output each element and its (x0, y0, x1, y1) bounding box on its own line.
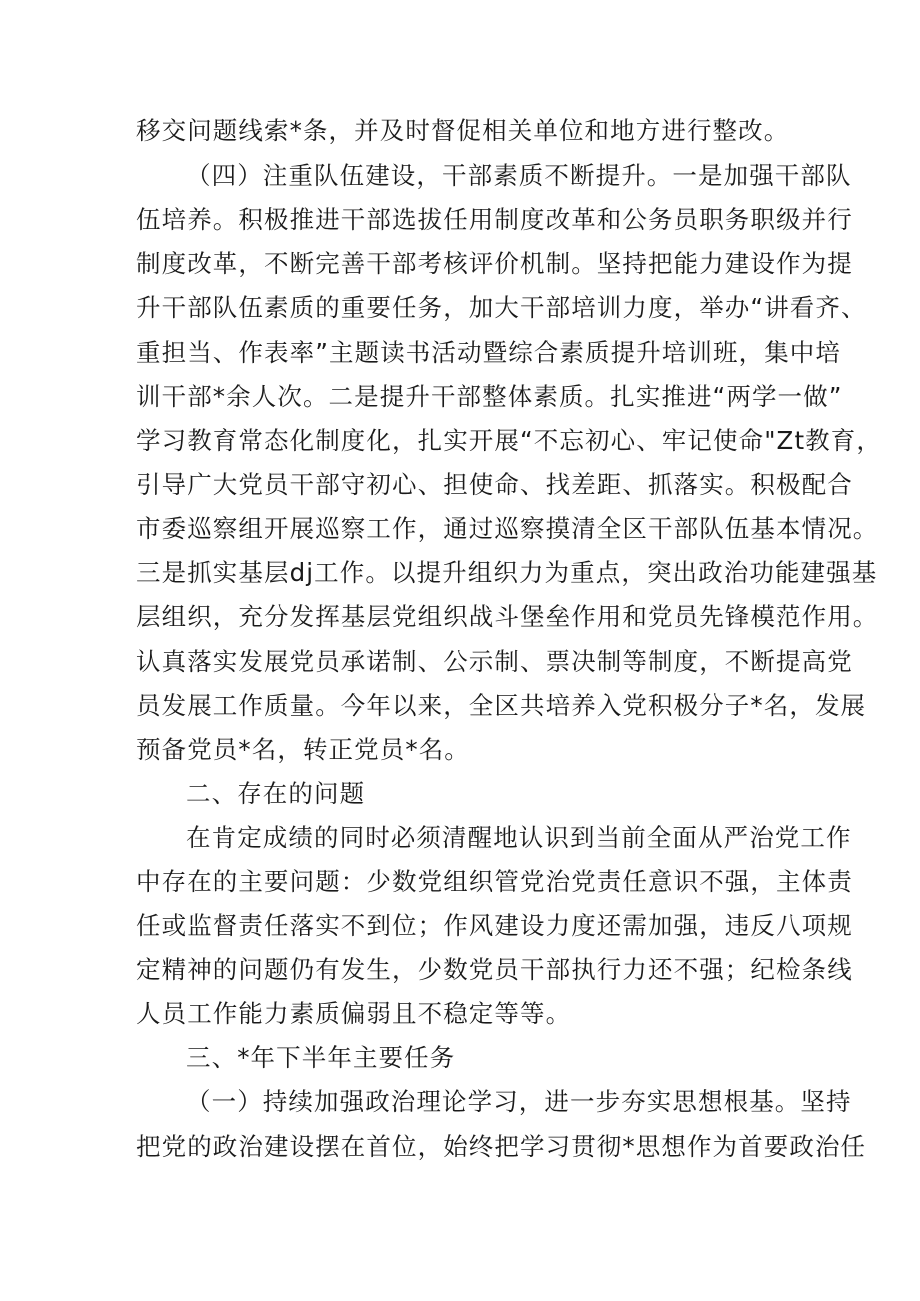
paragraph-line: 制度改革，不断完善干部考核评价机制。坚持把能力建设作为提 (136, 249, 853, 278)
paragraph-line: 学习教育常态化制度化，扎实开展“不忘初心、牢记使命"Zt教育， (136, 426, 882, 455)
paragraph-line: 训干部*余人次。二是提升干部整体素质。扎实推进“两学一做” (136, 382, 843, 411)
paragraph-line: 移交问题线索*条，并及时督促相关单位和地方进行整改。 (136, 116, 790, 145)
paragraph-line: 定精神的问题仍有发生，少数党员干部执行力还不强；纪检条线 (136, 955, 853, 984)
paragraph-line: 三是抓实基层dj工作。以提升组织力为重点，突出政治功能建强基 (136, 558, 878, 587)
paragraph-line: （四）注重队伍建设，干部素质不断提升。一是加强干部队 (186, 161, 852, 190)
paragraph-line: 任或监督责任落实不到位；作风建设力度还需加强，违反八项规 (136, 911, 853, 940)
paragraph-line: 升干部队伍素质的重要任务，加大干部培训力度，举办“讲看齐、 (136, 293, 867, 322)
paragraph-line: 员发展工作质量。今年以来，全区共培养入党积极分子*名，发展 (136, 691, 867, 720)
paragraph-line: 预备党员*名，转正党员*名。 (136, 735, 470, 764)
paragraph-line: 在肯定成绩的同时必须清醒地认识到当前全面从严治党工作 (186, 823, 852, 852)
paragraph-line: （一）持续加强政治理论学习，进一步夯实思想根基。坚持 (186, 1087, 852, 1116)
paragraph-line: 把党的政治建设摆在首位，始终把学习贯彻*思想作为首要政治任 (136, 1132, 867, 1161)
paragraph-line: 引导广大党员干部守初心、担使命、找差距、抓落实。积极配合 (136, 470, 853, 499)
section-heading: 三、*年下半年主要任务 (186, 1043, 456, 1072)
paragraph-line: 人员工作能力素质偏弱且不稳定等等。 (136, 999, 572, 1028)
paragraph-line: 伍培养。积极推进干部选拔任用制度改革和公务员职务职级并行 (136, 205, 853, 234)
paragraph-line: 中存在的主要问题：少数党组织管党治党责任意识不强，主体责 (136, 867, 853, 896)
section-heading: 二、存在的问题 (186, 779, 366, 808)
paragraph-line: 层组织，充分发挥基层党组织战斗堡垒作用和党员先锋模范作用。 (136, 602, 879, 631)
paragraph-line: 市委巡察组开展巡察工作，通过巡察摸清全区干部队伍基本情况。 (136, 514, 879, 543)
paragraph-line: 认真落实发展党员承诺制、公示制、票决制等制度，不断提高党 (136, 647, 853, 676)
paragraph-line: 重担当、作表率”主题读书活动暨综合素质提升培训班，集中培 (136, 338, 841, 367)
